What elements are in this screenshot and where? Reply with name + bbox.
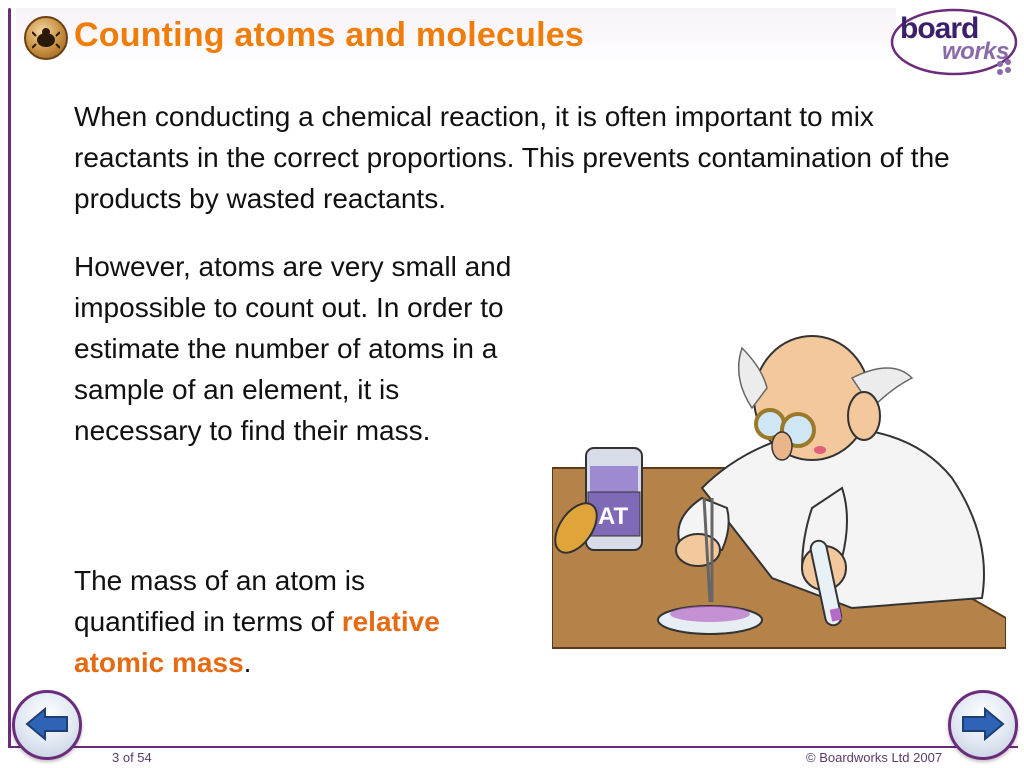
- jar-label: AT: [598, 503, 629, 530]
- back-arrow-icon: [25, 707, 69, 741]
- next-slide-button[interactable]: [948, 690, 1018, 760]
- mass-paragraph: [74, 560, 494, 683]
- relative-atomic-mass-term: relative atomic mass: [74, 606, 440, 678]
- intro-paragraph: When conducting a chemical reaction, it is often important to mix reactants in the correct proportions. This prevents contamination of the products by wasted reactants.: [74, 101, 950, 214]
- scientist-illustration: [552, 318, 1006, 652]
- slide-counter: 3 of 54: [112, 750, 152, 765]
- frame-left-border: [8, 8, 11, 748]
- forward-arrow-icon: [961, 707, 1005, 741]
- copyright-text: © Boardworks Ltd 2007: [806, 750, 943, 765]
- mass-paragraph-end: .: [243, 647, 252, 678]
- mass-paragraph-start: The mass of an atom is quantified in terms of: [74, 565, 366, 637]
- logo-text-board: board: [900, 12, 979, 45]
- page-title: Counting atoms and molecules: [74, 16, 584, 54]
- previous-slide-button[interactable]: [12, 690, 82, 760]
- bug-icon: [24, 16, 68, 60]
- frame-bottom-border: [8, 746, 1018, 748]
- logo-text-works: works: [942, 38, 1009, 65]
- atoms-paragraph: However, atoms are very small and impossible to count out. In order to estimate the number of atoms in a sample of an element, it is necessary to find their mass.: [74, 251, 512, 446]
